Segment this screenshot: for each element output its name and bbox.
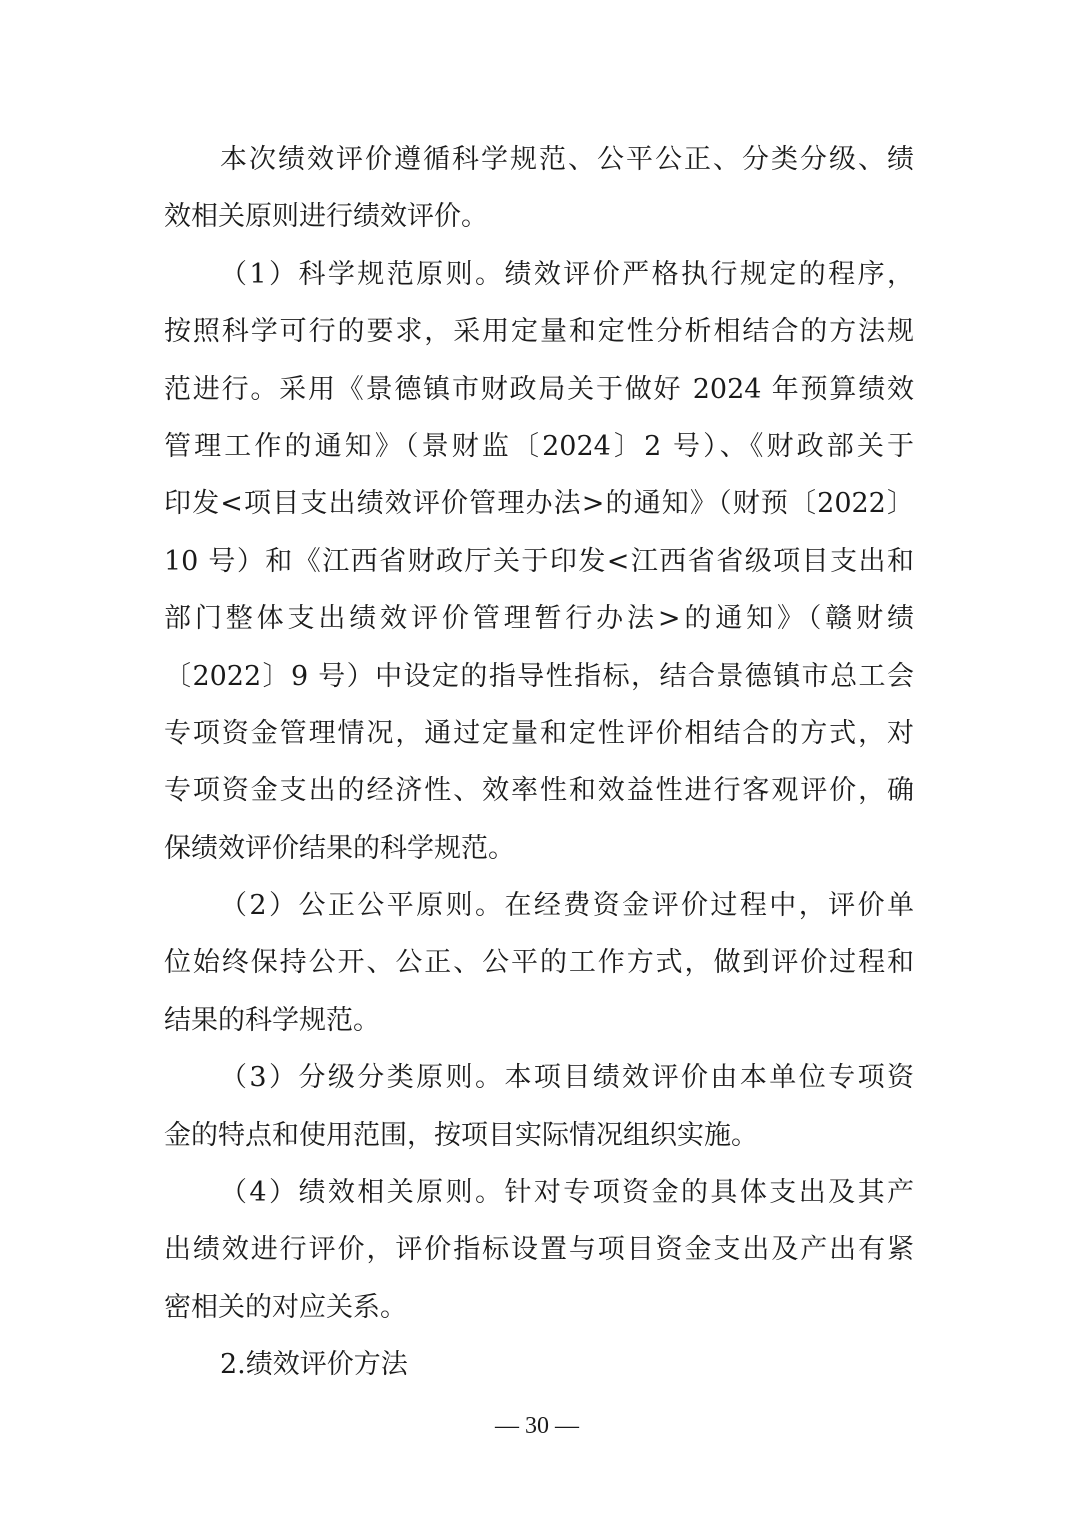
text-line: 结果的科学规范。: [164, 1004, 380, 1036]
section-heading: 2.绩效评价方法: [220, 1349, 408, 1381]
text-line: 效相关原则进行绩效评价。: [164, 201, 488, 233]
body-text: [164, 131, 914, 1394]
paragraph-performance-principle: [164, 1164, 914, 1336]
text-line: 出绩效进行评价，评价指标设置与项目资金支出及产出有紧: [164, 1234, 914, 1266]
text-line: （3）分级分类原则。本项目绩效评价由本单位专项资: [220, 1062, 914, 1094]
text-line: 范进行。采用《景德镇市财政局关于做好 2024 年预算绩效: [164, 373, 914, 405]
text-line: 位始终保持公开、公正、公平的工作方式，做到评价过程和: [164, 947, 914, 979]
text-line: 专项资金支出的经济性、效率性和效益性进行客观评价，确: [164, 775, 914, 807]
text-line: 按照科学可行的要求，采用定量和定性分析相结合的方法规: [164, 316, 914, 348]
text-line: （1）科学规范原则。绩效评价严格执行规定的程序，: [220, 258, 914, 290]
page-number: — 30 —: [495, 1413, 579, 1439]
text-line: 管理工作的通知》（景财监〔2024〕2 号）、《财政部关于: [164, 430, 914, 462]
paragraph-fairness-principle: [164, 877, 914, 1049]
text-line: 〔2022〕9 号）中设定的指导性指标，结合景德镇市总工会: [164, 660, 914, 692]
paragraph-classification-principle: [164, 1049, 914, 1164]
text-line: 本次绩效评价遵循科学规范、公平公正、分类分级、绩: [220, 144, 914, 175]
text-line: 密相关的对应关系。: [164, 1291, 407, 1323]
text-line: 保绩效评价结果的科学规范。: [164, 832, 515, 864]
text-line: 印发<项目支出绩效评价管理办法>的通知》（财预〔2022〕: [164, 488, 914, 520]
text-line: 部门整体支出绩效评价管理暂行办法>的通知》（赣财绩: [164, 603, 914, 635]
paragraph-principles-intro: [164, 131, 914, 246]
text-line: 金的特点和使用范围，按项目实际情况组织实施。: [164, 1119, 758, 1151]
paragraph-scientific-principle: [164, 246, 914, 877]
text-line: 专项资金管理情况，通过定量和定性评价相结合的方式，对: [164, 717, 914, 749]
text-line: （2）公正公平原则。在经费资金评价过程中，评价单: [220, 890, 914, 922]
text-line: 10 号）和《江西省财政厅关于印发<江西省省级项目支出和: [164, 545, 914, 577]
text-line: （4）绩效相关原则。针对专项资金的具体支出及其产: [220, 1177, 914, 1209]
